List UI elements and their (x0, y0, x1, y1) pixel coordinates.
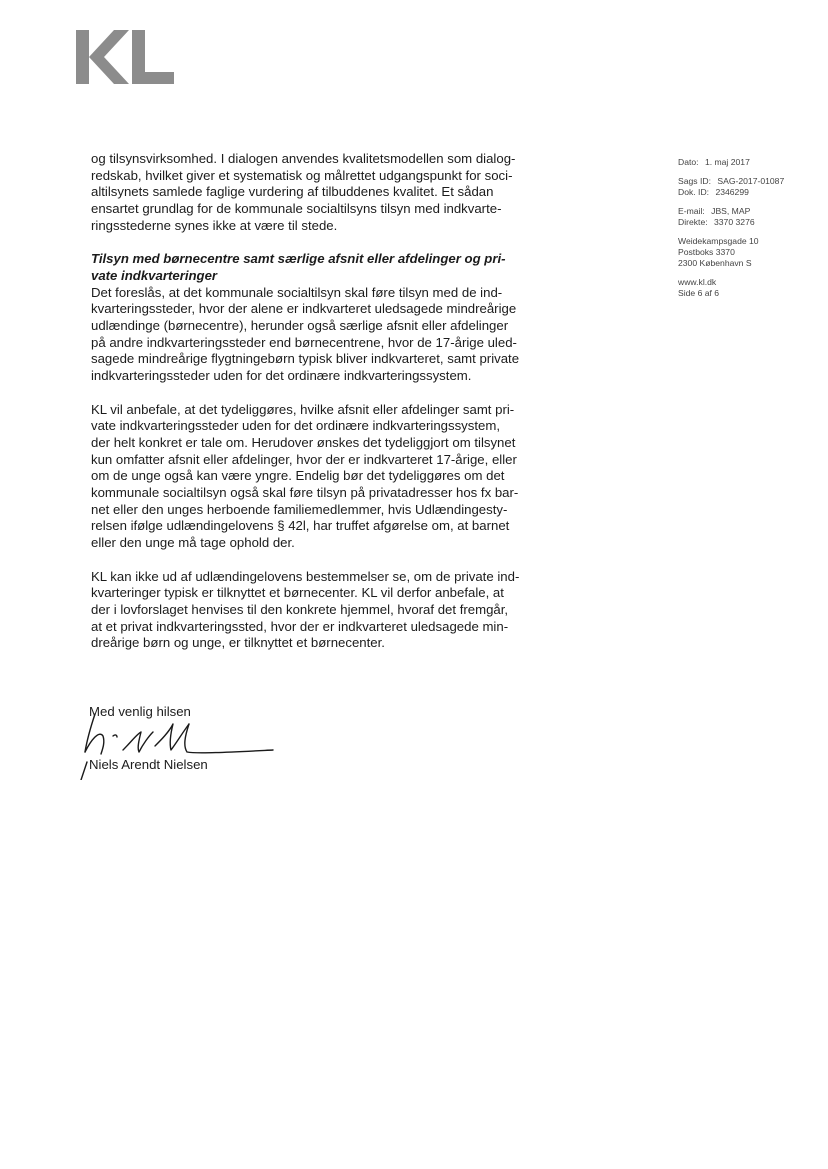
closing-greeting: Med venlig hilsen (89, 704, 191, 719)
direct-phone-label: Direkte: (678, 217, 708, 227)
direct-phone-row (678, 217, 818, 228)
website: www.kl.dk (678, 277, 717, 287)
address-block (678, 236, 818, 269)
paragraph-3 (91, 569, 571, 653)
text-line: der i lovforslaget henvises til den konkrete hjemmel, hvoraf det fremgår, (91, 601, 509, 617)
text-line: der helt konkret er tale om. Herudover ønskes det tydeliggjort om tilsynet (91, 434, 516, 450)
signatory-name: Niels Arendt Nielsen (89, 757, 208, 772)
dok-id-label: Dok. ID: (678, 187, 710, 197)
web-block (678, 277, 818, 299)
text-line: kun omfatter afsnit eller afdelinger, hvor der er indkvarteret 17-årige, eller (91, 451, 517, 467)
kl-logo (76, 30, 174, 84)
email-row (678, 206, 818, 217)
text-line: dreårige børn og unge, er tilknyttet et børnecenter. (91, 635, 385, 651)
contact-block (678, 206, 818, 228)
heading-line: vate indkvarteringer (91, 267, 218, 283)
heading-line: Tilsyn med børnecentre samt særlige afsnit eller afdelinger og pri- (91, 251, 506, 267)
text-line: udlændinge (børnecentre), herunder også særlige afsnit eller afdelinger (91, 318, 509, 334)
intro-paragraph (91, 151, 571, 235)
text-line: på andre indkvarteringssteder end børnecentrene, hvor de 17-årige uled- (91, 334, 517, 350)
text-line: indkvarteringssteder uden for det ordinære indkvarteringssystem. (91, 368, 472, 384)
id-block (678, 176, 818, 198)
letter-closing (89, 704, 349, 784)
date-block (678, 157, 818, 168)
dok-id-row (678, 187, 818, 198)
text-line: kommunale socialtilsyn også skal føre tilsyn på privatadresser hos fx bar- (91, 485, 519, 501)
text-line: sagede mindreårige flygtningebørn typisk bliver indkvarteret, samt private (91, 351, 520, 367)
text-line: altilsynets samlede faglige vurdering af tilbuddenes kvalitet. Et sådan (91, 184, 494, 200)
direct-phone-value: 3370 3276 (714, 217, 755, 227)
dok-id-value: 2346299 (715, 187, 749, 197)
address-line: Weidekampsgade 10 (678, 236, 759, 246)
kl-logo-mark (76, 30, 174, 84)
paragraph-1 (91, 285, 571, 385)
sags-id-row (678, 176, 818, 187)
text-line: vate indkvarteringssteder uden for det ordinære indkvarteringssystem, (91, 418, 501, 434)
text-line: relsen ifølge udlændingelovens § 42l, har truffet afgørelse om, at barnet (91, 518, 510, 534)
page-number: Side 6 af 6 (678, 288, 720, 298)
text-line: KL vil anbefale, at det tydeliggøres, hvilke afsnit eller afdelinger samt pri- (91, 401, 515, 417)
text-line: og tilsynsvirksomhed. I dialogen anvendes kvalitetsmodellen som dialog- (91, 151, 516, 166)
sags-id-label: Sags ID: (678, 176, 711, 186)
date-label: Dato: (678, 157, 699, 167)
text-line: redskab, hvilket giver et systematisk og målrettet udgangspunkt for soci- (91, 167, 513, 183)
text-line: Det foreslås, at det kommunale socialtilsyn skal føre tilsyn med de ind- (91, 284, 503, 300)
email-label: E-mail: (678, 206, 705, 216)
text-line: kvarteringer typisk er tilknyttet et børnecenter. KL vil derfor anbefale, at (91, 585, 504, 601)
section-heading (91, 251, 571, 284)
text-line: eller den unge må tage ophold der. (91, 535, 295, 551)
letter-body (91, 151, 571, 652)
letter-sidebar (678, 157, 818, 307)
text-line: KL kan ikke ud af udlændingelovens bestemmelser se, om de private ind- (91, 568, 520, 584)
date-row (678, 157, 818, 168)
text-line: kvarteringssteder, hvor der alene er indkvarteret uledsagede mindreårige (91, 301, 517, 317)
text-line: ringsstederne synes ikke at være til stede. (91, 217, 338, 233)
text-line: om de unge også kan være yngre. Endelig bør det tydeliggøres om det (91, 468, 505, 484)
date-value: 1. maj 2017 (704, 157, 750, 167)
address-line: Postboks 3370 (678, 247, 735, 257)
text-line: ensartet grundlag for de kommunale socialtilsyns tilsyn med indkvarte- (91, 201, 502, 217)
address-line: 2300 København S (678, 258, 752, 268)
text-line: at et privat indkvarteringssted, hvor der er indkvarteret uledsagede min- (91, 618, 509, 634)
sags-id-value: SAG-2017-01087 (717, 176, 785, 186)
paragraph-2 (91, 402, 571, 552)
email-value: JBS, MAP (711, 206, 751, 216)
text-line: net eller den unges herboende familiemedlemmer, hvis Udlændingesty- (91, 501, 508, 517)
